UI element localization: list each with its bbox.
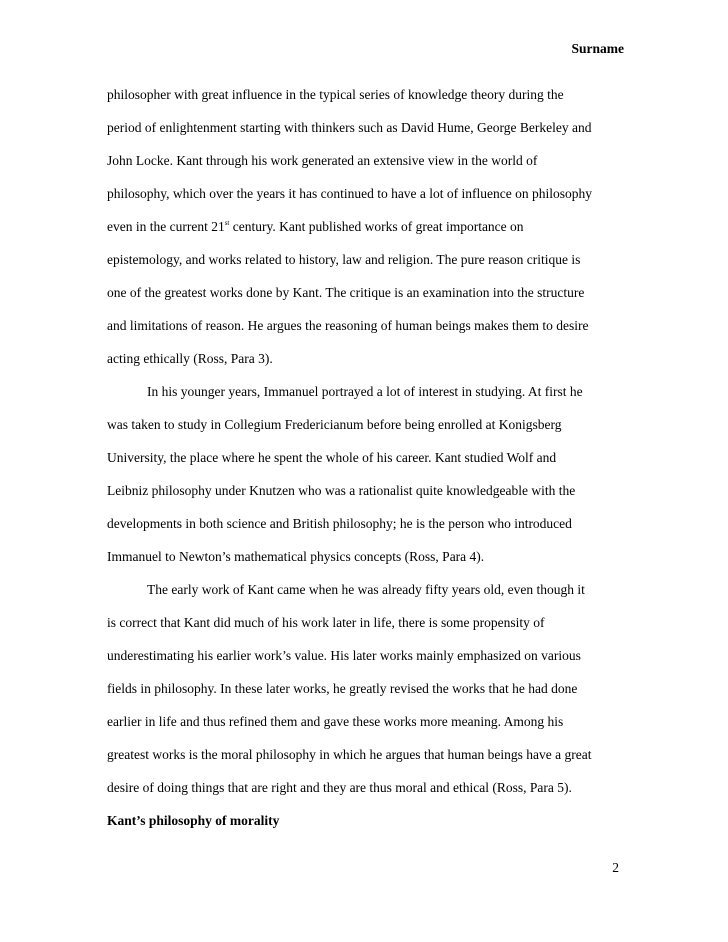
running-head: Surname bbox=[571, 41, 624, 56]
text-line: fields in philosophy. In these later works, he greatly revised the works that he had done bbox=[107, 681, 578, 696]
text-line: earlier in life and thus refined them and gave these works more meaning. Among his bbox=[107, 714, 564, 729]
text-line: developments in both science and British philosophy; he is the person who introduced bbox=[107, 516, 572, 531]
text-line: epistemology, and works related to history, law and religion. The pure reason critique is bbox=[107, 252, 581, 267]
section-heading: Kant’s philosophy of morality bbox=[107, 813, 280, 828]
text-line: desire of doing things that are right and they are thus moral and ethical (Ross, Para 5). bbox=[107, 780, 572, 795]
text-line-with-superscript bbox=[107, 219, 524, 235]
text-line: greatest works is the moral philosophy in which he argues that human beings have a great bbox=[107, 747, 592, 762]
paragraph-first-line: In his younger years, Immanuel portrayed a lot of interest in studying. At first he bbox=[147, 384, 583, 399]
text-line: acting ethically (Ross, Para 3). bbox=[107, 351, 273, 366]
text-line: one of the greatest works done by Kant. The critique is an examination into the structure bbox=[107, 285, 585, 300]
text-line: Immanuel to Newton’s mathematical physics concepts (Ross, Para 4). bbox=[107, 549, 485, 564]
text-segment: even in the current 21 bbox=[107, 219, 225, 234]
text-line: was taken to study in Collegium Fredericianum before being enrolled at Konigsberg bbox=[107, 417, 562, 432]
ordinal-superscript: st bbox=[224, 219, 230, 227]
text-line: philosophy, which over the years it has continued to have a lot of influence on philosophy bbox=[107, 186, 593, 201]
page-number: 2 bbox=[612, 860, 619, 875]
text-segment: century. Kant published works of great importance on bbox=[229, 219, 524, 234]
text-line: Leibniz philosophy under Knutzen who was a rationalist quite knowledgeable with the bbox=[107, 483, 576, 498]
paragraph-first-line: The early work of Kant came when he was already fifty years old, even though it bbox=[147, 582, 585, 597]
text-line: John Locke. Kant through his work generated an extensive view in the world of bbox=[107, 153, 538, 168]
text-line: and limitations of reason. He argues the reasoning of human beings makes them to desire bbox=[107, 318, 589, 333]
text-line: philosopher with great influence in the typical series of knowledge theory during the bbox=[107, 87, 564, 102]
text-line: is correct that Kant did much of his work later in life, there is some propensity of bbox=[107, 615, 545, 630]
text-line: underestimating his earlier work’s value. His later works mainly emphasized on various bbox=[107, 648, 581, 663]
text-line: University, the place where he spent the whole of his career. Kant studied Wolf and bbox=[107, 450, 557, 465]
text-line: period of enlightenment starting with thinkers such as David Hume, George Berkeley and bbox=[107, 120, 592, 135]
